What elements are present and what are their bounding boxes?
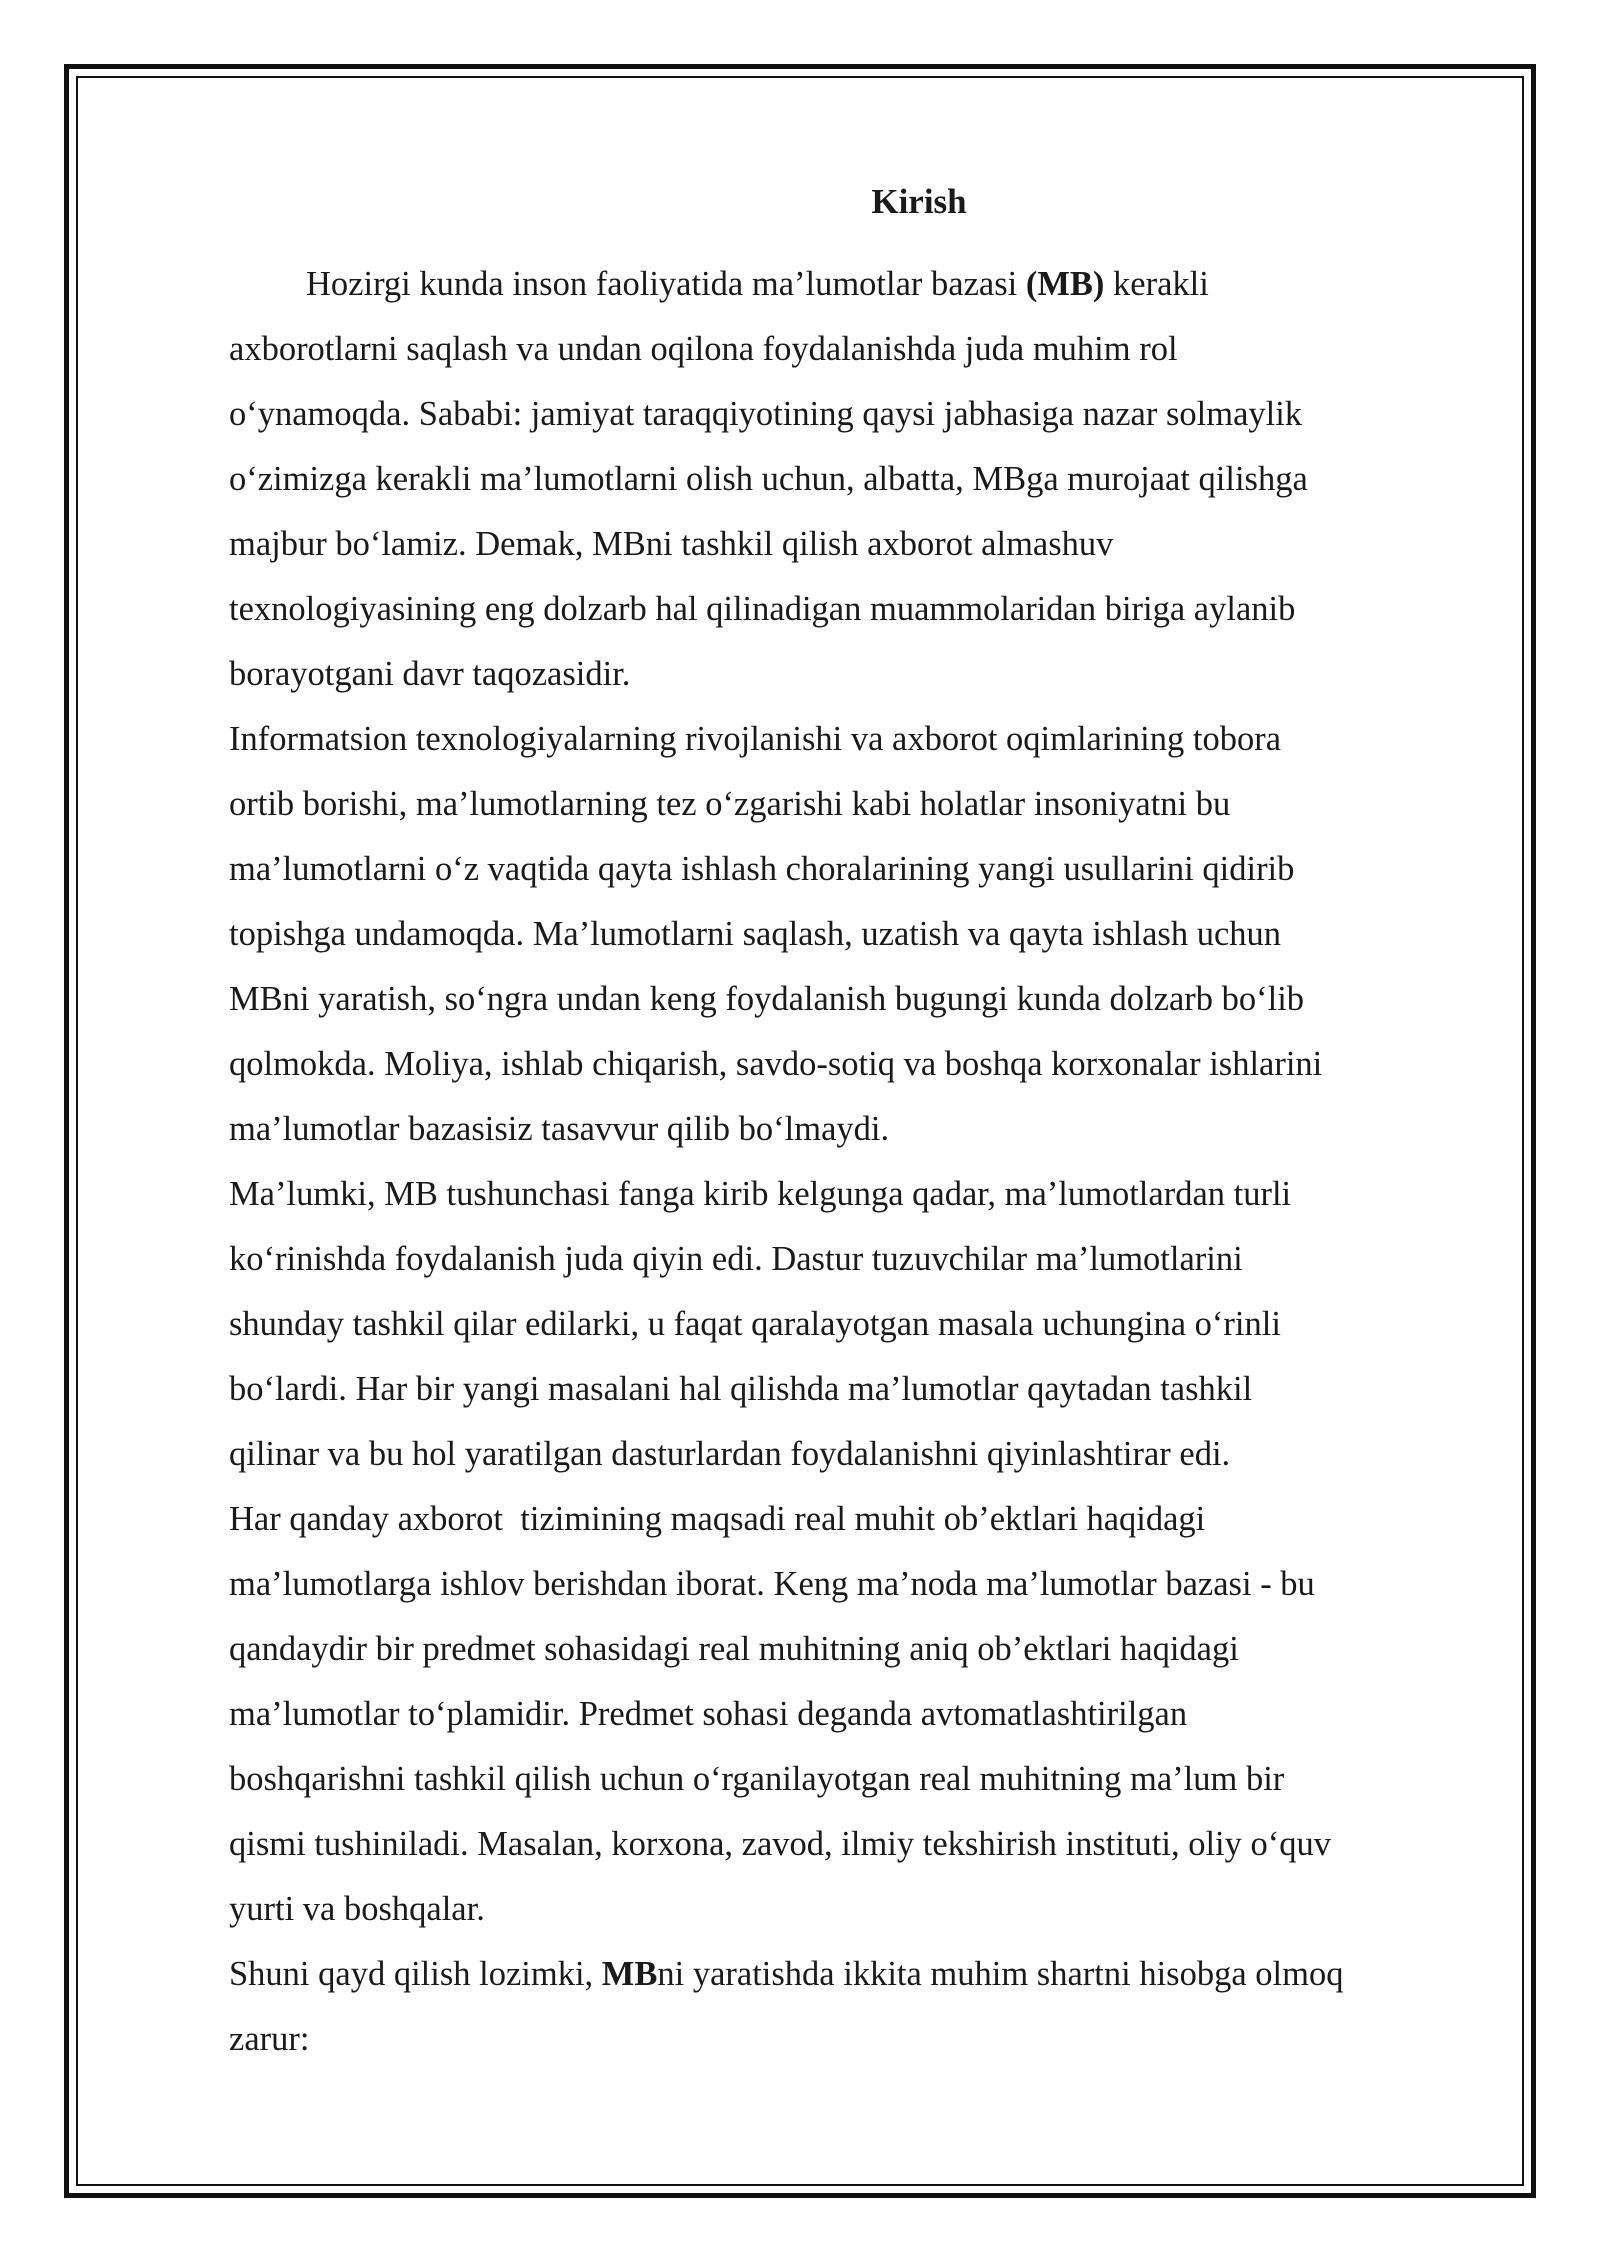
paragraph-2-line-6: qolmokda. Moliya, ishlab chiqarish, savdo-sotiq va boshqa korxonalar ishlarini — [229, 1045, 1323, 1083]
document-body — [229, 172, 1469, 2072]
paragraph-3-line-4: bo‘lardi. Har bir yangi masalani hal qilishda ma’lumotlar qaytadan tashkil — [229, 1370, 1253, 1408]
paragraph-1-line-7: borayotgani davr taqozasidir. — [229, 655, 631, 693]
paragraph-2-line-4: topishga undamoqda. Ma’lumotlarni saqlash, uzatish va qayta ishlash uchun — [229, 915, 1282, 953]
paragraph-1-line-1 — [229, 252, 1469, 317]
paragraph-3-line-2: ko‘rinishda foydalanish juda qiyin edi. Dastur tuzuvchilar ma’lumotlarini — [229, 1240, 1243, 1278]
paragraph-1-line-2: axborotlarni saqlash va undan oqilona foydalanishda juda muhim rol — [229, 330, 1178, 368]
paragraph-3-line-1: Ma’lumki, MB tushunchasi fanga kirib kelgunga qadar, ma’lumotlardan turli — [229, 1175, 1292, 1213]
paragraph-2-line-2: ortib borishi, ma’lumotlarning tez o‘zgarishi kabi holatlar insoniyatni bu — [229, 785, 1231, 823]
bold-term-mb: MB — [601, 1955, 658, 1993]
paragraph-4 — [229, 1487, 1469, 1942]
text-segment: kerakli — [1104, 265, 1209, 303]
paragraph-4-line-4: ma’lumotlar to‘plamidir. Predmet sohasi deganda avtomatlashtirilgan — [229, 1695, 1188, 1733]
paragraph-1-line-5: majbur bo‘lamiz. Demak, MBni tashkil qilish axborot almashuv — [229, 525, 1114, 563]
document-title: Kirish — [871, 182, 967, 221]
text-segment: Hozirgi kunda inson faoliyatida ma’lumotlar bazasi — [306, 265, 1026, 303]
paragraph-3-line-5: qilinar va bu hol yaratilgan dasturlardan foydalanishni qiyinlashtirar edi. — [229, 1435, 1231, 1473]
paragraph-4-line-1: Har qanday axborot tizimining maqsadi real muhit ob’ektlari haqidagi — [229, 1500, 1206, 1538]
text-segment: Shuni qayd qilish lozimki, — [229, 1955, 602, 1993]
paragraph-1 — [229, 252, 1469, 707]
paragraph-5-line-2: zarur: — [229, 2020, 310, 2058]
paragraph-1-line-3: o‘ynamoqda. Sababi: jamiyat taraqqiyotining qaysi jabhasiga nazar solmaylik — [229, 395, 1303, 433]
paragraph-3-line-3: shunday tashkil qilar edilarki, u faqat qaralayotgan masala uchungina o‘rinli — [229, 1305, 1281, 1343]
paragraph-5-line-1 — [229, 1942, 1469, 2007]
paragraph-2-line-3: ma’lumotlarni o‘z vaqtida qayta ishlash choralarining yangi usullarini qidirib — [229, 850, 1295, 888]
paragraph-4-line-3: qandaydir bir predmet sohasidagi real muhitning aniq ob’ektlari haqidagi — [229, 1630, 1239, 1668]
paragraph-3 — [229, 1162, 1469, 1487]
paragraph-5 — [229, 1942, 1469, 2072]
paragraph-4-line-5: boshqarishni tashkil qilish uchun o‘rganilayotgan real muhitning ma’lum bir — [229, 1760, 1285, 1798]
paragraph-4-line-2: ma’lumotlarga ishlov berishdan iborat. Keng ma’noda ma’lumotlar bazasi - bu — [229, 1565, 1315, 1603]
paragraph-1-line-4: o‘zimizga kerakli ma’lumotlarni olish uchun, albatta, MBga murojaat qilishga — [229, 460, 1308, 498]
paragraph-2-line-5: MBni yaratish, so‘ngra undan keng foydalanish bugungi kunda dolzarb bo‘lib — [229, 980, 1305, 1018]
paragraph-2-line-7: ma’lumotlar bazasisiz tasavvur qilib bo‘lmaydi. — [229, 1110, 890, 1148]
bold-term-mb: (MB) — [1025, 265, 1105, 303]
text-segment: ni yaratishda ikkita muhim shartni hisobga olmoq — [657, 1955, 1344, 1993]
paragraph-1-line-6: texnologiyasining eng dolzarb hal qilinadigan muammolaridan biriga aylanib — [229, 590, 1296, 628]
paragraph-2 — [229, 707, 1469, 1162]
paragraph-4-line-7: yurti va boshqalar. — [229, 1890, 485, 1928]
paragraph-4-line-6: qismi tushiniladi. Masalan, korxona, zavod, ilmiy tekshirish instituti, oliy o‘quv — [229, 1825, 1331, 1863]
paragraph-2-line-1: Informatsion texnologiyalarning rivojlanishi va axborot oqimlarining tobora — [229, 720, 1282, 758]
